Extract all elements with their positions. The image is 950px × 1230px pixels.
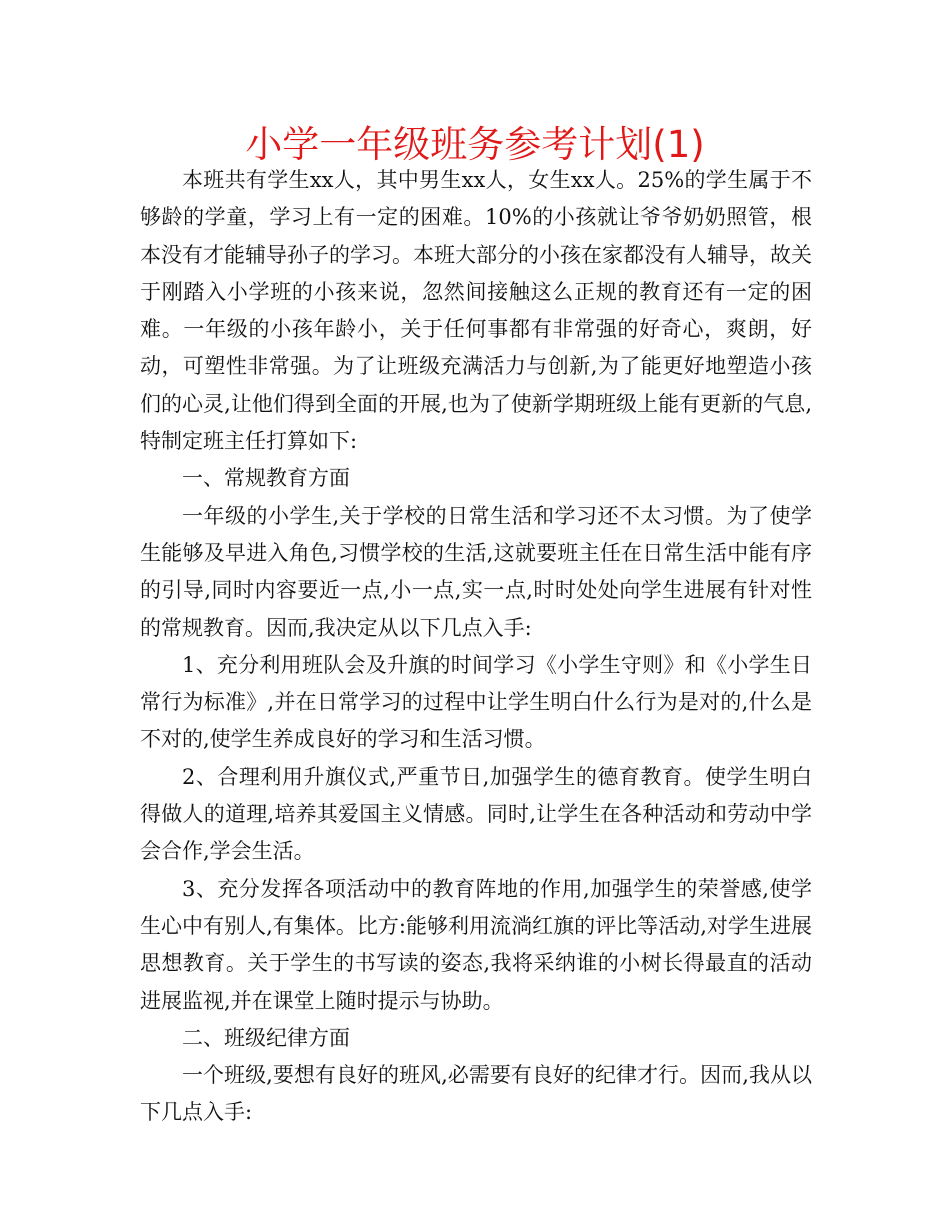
list-item-1: 1、充分利用班队会及升旗的时间学习《小学生守则》和《小学生日常行为标准》,并在日常学习的过程中让学生明白什么行为是对的,什么是不对的,使学生养成良好的学习和生活习惯。 <box>140 652 812 752</box>
paragraph-intro: 本班共有学生xx人，其中男生xx人，女生xx人。25%的学生属于不够龄的学童，学习上有一定的困难。10%的小孩就让爷爷奶奶照管，根本没有才能辅导孙子的学习。本班大部分的小孩在家都没有人辅导，故关于刚踏入小学班的小孩来说，忽然间接触这么正规的教育还有一定的困难。一年级的小孩年龄小，关于任何事都有非常强的好奇心，爽朗，好动，可塑性非常强。为了让班级充满活力与创新,为了能更好地塑造小孩们的心灵,让他们得到全面的开展,也为了使新学期班级上能有更新的气息,特制定班主任打算如下: <box>140 168 812 454</box>
heading-routine-education: 一、常规教育方面 <box>182 466 350 491</box>
list-item-2: 2、合理利用升旗仪式,严重节日,加强学生的德育教育。使学生明白得做人的道理,培养其爱国主义情感。同时,让学生在各种活动和劳动中学会合作,学会生活。 <box>140 764 812 864</box>
paragraph-routine-education: 一年级的小学生,关于学校的日常生活和学习还不太习惯。为了使学生能够及早进入角色,习惯学校的生活,这就要班主任在日常生活中能有序的引导,同时内容要近一点,小一点,实一点,时时处处向学生进展有针对性的常规教育。因而,我决定从以下几点入手: <box>140 503 812 640</box>
paragraph-class-discipline: 一个班级,要想有良好的班风,必需要有良好的纪律才行。因而,我从以下几点入手: <box>140 1063 812 1125</box>
list-item-3: 3、充分发挥各项活动中的教育阵地的作用,加强学生的荣誉感,使学生心中有别人,有集体。比方:能够利用流淌红旗的评比等活动,对学生进展思想教育。关于学生的书写读的姿态,我将采纳谁的小树长得最直的活动进展监视,并在课堂上随时提示与协助。 <box>140 876 812 1013</box>
document-body <box>140 162 812 1132</box>
heading-class-discipline: 二、班级纪律方面 <box>182 1025 350 1050</box>
document-title: 小学一年级班务参考计划(1) <box>245 123 705 166</box>
